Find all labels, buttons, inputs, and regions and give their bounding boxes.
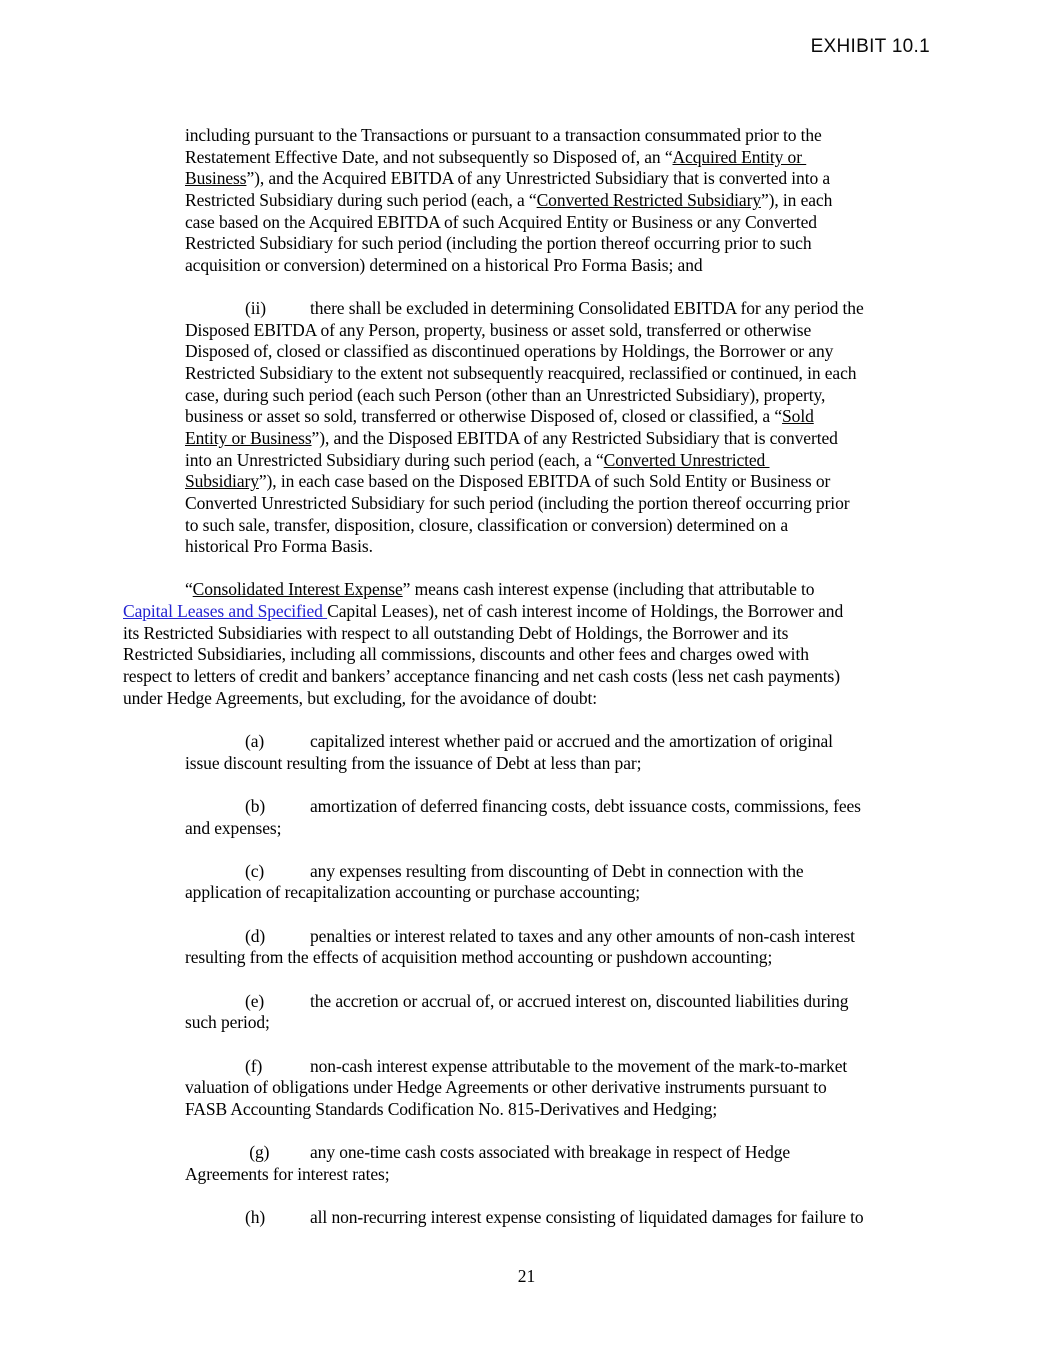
text-line <box>185 320 930 342</box>
paragraph <box>185 991 930 1034</box>
text-line <box>185 298 930 320</box>
list-item-marker: (ii) <box>245 298 266 319</box>
text-line <box>185 450 930 472</box>
text-segment: resulting from the effects of acquisition method accounting or pushdown accounting; <box>185 947 773 968</box>
underlined-term: Entity or Business <box>185 427 312 448</box>
text-segment: ”), in each case based on the Disposed EBITDA of such Sold Entity or Business or <box>258 471 831 492</box>
text-segment: Restricted Subsidiary for such period (including the portion thereof occurring prior to such <box>185 233 812 254</box>
text-segment: ”), and the Acquired EBITDA of any Unrestricted Subsidiary that is converted into a <box>246 168 831 189</box>
text-segment: case, during such period (each such Person (other than an Unrestricted Subsidiary), property, <box>185 384 826 405</box>
exhibit-label: EXHIBIT 10.1 <box>810 36 930 57</box>
underlined-term: Converted Unrestricted <box>603 449 770 470</box>
text-line <box>123 644 930 666</box>
document-body <box>123 125 930 1229</box>
text-line <box>185 1142 930 1164</box>
underlined-term: Business <box>185 168 247 189</box>
text-line <box>185 818 930 840</box>
text-segment: application of recapitalization accounting or purchase accounting; <box>185 882 641 903</box>
exhibit-header <box>123 36 930 58</box>
text-segment: ”), in each <box>760 189 833 210</box>
list-item-marker: (e) <box>245 990 265 1011</box>
text-line <box>185 861 930 883</box>
text-segment: FASB Accounting Standards Codification No. 815-Derivatives and Hedging; <box>185 1098 718 1119</box>
text-segment: Disposed of, closed or classified as discontinued operations by Holdings, the Borrower or any <box>185 341 834 362</box>
paragraph <box>185 796 930 839</box>
text-line <box>185 1099 930 1121</box>
text-segment: any one-time cash costs associated with breakage in respect of Hedge <box>310 1142 791 1163</box>
text-segment: “ <box>185 579 193 600</box>
underlined-term: Sold <box>782 406 814 427</box>
text-line <box>185 363 930 385</box>
text-line <box>185 536 930 558</box>
text-segment: Restricted Subsidiaries, including all commissions, discounts and other fees and charges owed with <box>123 644 809 665</box>
text-line <box>123 601 930 623</box>
text-segment: including pursuant to the Transactions or pursuant to a transaction consummated prior to the <box>185 125 822 145</box>
text-line <box>185 1012 930 1034</box>
text-segment: case based on the Acquired EBITDA of such Acquired Entity or Business or any Converted <box>185 211 817 232</box>
text-line <box>185 1056 930 1078</box>
text-segment: Restricted Subsidiary to the extent not subsequently reacquired, reclassified or continued, in each <box>185 363 857 384</box>
text-segment: its Restricted Subsidiaries with respect to all outstanding Debt of Holdings, the Borrower and its <box>123 622 789 643</box>
list-item-marker: (b) <box>245 795 266 816</box>
text-line <box>185 882 930 904</box>
text-line <box>185 471 930 493</box>
text-segment: Agreements for interest rates; <box>185 1163 390 1184</box>
text-segment: to such sale, transfer, disposition, closure, classification or conversion) determined on a <box>185 514 789 535</box>
text-line <box>185 406 930 428</box>
list-item-marker: (a) <box>245 730 265 751</box>
text-segment: Converted Unrestricted Subsidiary for such period (including the portion thereof occurring prior <box>185 492 850 513</box>
page-number: 21 <box>517 1265 536 1286</box>
paragraph <box>185 1142 930 1185</box>
list-item-marker: (f) <box>245 1055 263 1076</box>
text-segment: penalties or interest related to taxes and any other amounts of non-cash interest <box>310 925 855 946</box>
link-capital-leases-and-specified[interactable]: Capital Leases and Specified <box>123 601 328 622</box>
text-line <box>185 1077 930 1099</box>
text-segment: respect to letters of credit and bankers’ acceptance financing and net cash costs (less net cash payments) <box>123 666 840 687</box>
text-segment: ”), and the Disposed EBITDA of any Restricted Subsidiary that is converted <box>311 427 838 448</box>
text-line <box>123 623 930 645</box>
paragraph <box>185 1207 930 1229</box>
text-line <box>185 731 930 753</box>
text-line <box>185 926 930 948</box>
underlined-term: Consolidated Interest Expense <box>192 579 403 600</box>
text-segment: all non-recurring interest expense consisting of liquidated damages for failure to <box>310 1207 864 1228</box>
text-segment: valuation of obligations under Hedge Agreements or other derivative instruments pursuant to <box>185 1077 827 1098</box>
text-line <box>185 233 930 255</box>
text-segment: into an Unrestricted Subsidiary during such period (each, a “ <box>185 449 604 470</box>
text-line <box>185 190 930 212</box>
paragraph <box>185 125 930 276</box>
list-item-marker: (h) <box>245 1207 266 1228</box>
text-segment: there shall be excluded in determining Consolidated EBITDA for any period the <box>310 298 864 319</box>
text-line <box>185 515 930 537</box>
text-line <box>185 385 930 407</box>
text-segment: business or asset so sold, transferred or otherwise Disposed of, closed or classified, a “ <box>185 406 783 427</box>
text-segment: such period; <box>185 1012 270 1033</box>
underlined-term: Acquired Entity or <box>672 146 807 167</box>
text-line <box>185 212 930 234</box>
text-line <box>123 666 930 688</box>
text-line <box>185 341 930 363</box>
underlined-term: Converted Restricted Subsidiary <box>536 189 761 210</box>
text-line <box>185 168 930 190</box>
text-segment: capitalized interest whether paid or accrued and the amortization of original <box>310 730 833 751</box>
text-segment: Disposed EBITDA of any Person, property, business or asset sold, transferred or otherwise <box>185 319 812 340</box>
text-line <box>185 947 930 969</box>
text-segment: and expenses; <box>185 817 282 838</box>
paragraph <box>123 579 930 709</box>
list-item-marker: (c) <box>245 860 265 881</box>
text-line <box>185 991 930 1013</box>
text-line <box>185 753 930 775</box>
paragraph <box>185 1056 930 1121</box>
text-line <box>185 125 930 147</box>
text-segment: ” means cash interest expense (including that attributable to <box>402 579 815 600</box>
text-line <box>123 688 930 710</box>
text-segment: Capital Leases), net of cash interest income of Holdings, the Borrower and <box>327 601 844 622</box>
paragraph <box>185 298 930 558</box>
page-footer <box>123 1266 930 1287</box>
paragraph <box>185 861 930 904</box>
list-item-marker: (d) <box>245 925 266 946</box>
paragraph <box>185 926 930 969</box>
list-item-marker: (g) <box>245 1142 270 1163</box>
text-line <box>185 147 930 169</box>
text-segment: amortization of deferred financing costs, debt issuance costs, commissions, fees <box>310 795 861 816</box>
text-line <box>123 579 930 601</box>
text-line <box>185 796 930 818</box>
text-line <box>185 1164 930 1186</box>
text-segment: acquisition or conversion) determined on a historical Pro Forma Basis; and <box>185 254 703 275</box>
text-segment: the accretion or accrual of, or accrued interest on, discounted liabilities during <box>310 990 849 1011</box>
paragraph <box>185 731 930 774</box>
text-line <box>185 493 930 515</box>
text-segment: Restatement Effective Date, and not subsequently so Disposed of, an “ <box>185 146 673 167</box>
underlined-term: Subsidiary <box>185 471 259 492</box>
text-line <box>185 1207 930 1229</box>
text-segment: issue discount resulting from the issuance of Debt at less than par; <box>185 752 642 773</box>
text-segment: historical Pro Forma Basis. <box>185 536 373 557</box>
text-segment: non-cash interest expense attributable to the movement of the mark-to-market <box>310 1055 848 1076</box>
text-line <box>185 255 930 277</box>
text-segment: Restricted Subsidiary during such period (each, a “ <box>185 189 537 210</box>
text-segment: under Hedge Agreements, but excluding, for the avoidance of doubt: <box>123 687 598 708</box>
text-line <box>185 428 930 450</box>
text-segment: any expenses resulting from discounting of Debt in connection with the <box>310 860 804 881</box>
